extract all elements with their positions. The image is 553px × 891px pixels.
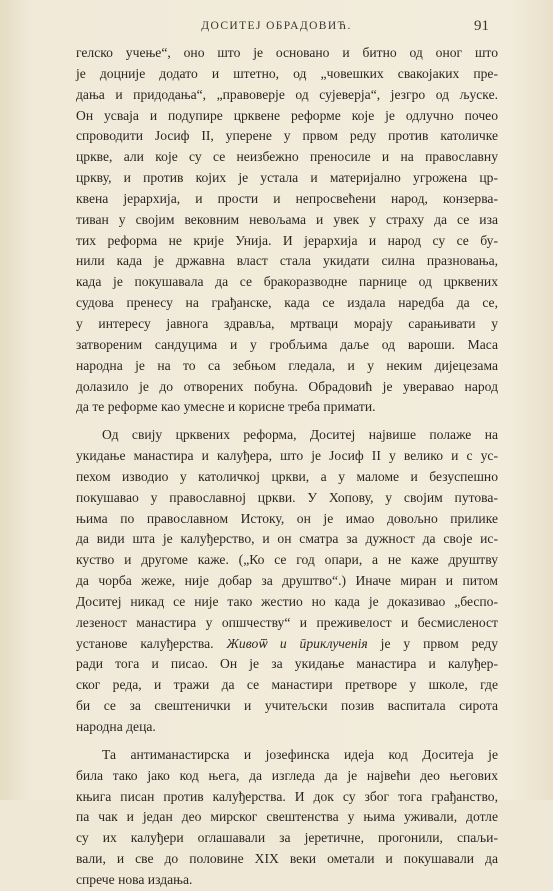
text-line: књига писан против калуђерства. И док су због тога грађанство,	[76, 788, 498, 804]
text-line: цркву, и против којих је устала и материјално угрожена цр-	[76, 170, 498, 186]
text-line: затвореним сандуцима и у гробљима даље од вароши. Маса	[76, 336, 498, 352]
text-line: долазило је до отворених побуна. Обрадовић је уверавао народ	[76, 378, 498, 394]
italic-book-title: Живоѿ и ӣриклученія	[226, 635, 368, 651]
text-line: да те реформе као умесне и корисне треба примати.	[76, 399, 376, 415]
running-head	[0, 18, 553, 38]
text-line: Од свију црквених реформа, Доситеј највише полаже на	[102, 427, 498, 443]
text-line: народна деца.	[76, 719, 156, 734]
text-line: дања и придодања“, „правоверје од сујеверја“, језгро од љуске.	[76, 86, 498, 102]
text-line: да чорба жеже, није добар за друштво“.) Иначе миран и питом	[76, 573, 498, 589]
paragraph	[76, 425, 498, 738]
text-line: ради тога и писао. Он је за укидање манастира и калуђер-	[76, 656, 498, 672]
text-line: ског реда, и тражи да се манастири претворе у школе, где	[76, 677, 498, 693]
text-line: су их калуђери оглашавали за јеретичне, прогонили, спаљи-	[76, 830, 498, 846]
text-line: Он усваја и подупире црквене реформе које је одлучно почео	[76, 107, 498, 123]
text-line: вали, и све до половине XIX веки ометали и покушавали да	[76, 851, 498, 867]
paragraph	[76, 745, 498, 891]
text-line: спроводити Јосиф II, уперене у првом реду против католичке	[76, 128, 498, 144]
running-title: ДОСИТЕЈ ОБРАДОВИЋ.	[201, 20, 352, 32]
text-line: Та антиманастирска и јозефинска идеја код Доситеја је	[102, 746, 498, 762]
paragraph-gap	[76, 418, 498, 425]
text-line: тиван у својим вековним невољама и увек у страху да се иза	[76, 211, 498, 227]
text-line: установе калуђерства. Живоѿ и ӣриклученія је у првом реду	[76, 635, 499, 651]
page-number: 91	[474, 18, 489, 34]
text-line: када је покушавала да се бракоразводне парнице од црквених	[76, 274, 498, 290]
text-line: пехом изводио у католичкој цркви, а у маломе и безуспешно	[76, 468, 498, 484]
text-line: квена јерархија, и прости и непросвећени народ, конзерва-	[76, 190, 498, 206]
text-line: народна је на то са зебњом гледала, и у неким дијецезама	[76, 357, 498, 373]
text-line: покушавао у православној цркви. У Хопову, у својим путова-	[76, 489, 498, 505]
text-line: је доцније додато и штетно, од „човешких свакојаких пре-	[76, 65, 498, 81]
text-line: укидање манастира и калуђера, што је Јосиф II у велико и с ус-	[76, 448, 498, 464]
body-text	[76, 43, 498, 891]
text-line: била тако јако код њега, да изгледа да је највећи део његових	[76, 767, 498, 783]
text-line: па чак и један део мирског свештенства у њима уживали, дотле	[76, 809, 498, 825]
text-line: Доситеј никад се није тако жестио но када је доказивао „беспо-	[76, 593, 498, 609]
text-line: тих реформа не крије Унија. И јерархија и народ су се бу-	[76, 232, 498, 248]
text-line: куство и другоме каже. („Ко се год опари, а не каже друштву	[76, 552, 498, 568]
paragraph	[76, 43, 498, 418]
text-line: нили када је државна власт стала укидати силна празновања,	[76, 253, 498, 269]
text-line: лезеност манастира у опшчеству“ и преживелост и бесмисленост	[76, 614, 498, 630]
text-line: цркве, али које су се неизбежно преносиле и на православну	[76, 149, 498, 165]
text-line: би се за свештенички и учитељски позив васпитала сирота	[76, 698, 498, 714]
text-line: њима по православном Истоку, он је имао довољно прилике	[76, 510, 498, 526]
text-line: спрече нова издања.	[76, 871, 193, 887]
text-line: гелско учење“, оно што је основано и битно од оног што	[76, 45, 498, 60]
text-line: у интересу јавнога здравља, мртваци морају сарањивати у	[76, 315, 498, 331]
text-line: судова пренесу на грађанске, када се издала наредба да се,	[76, 295, 498, 311]
text-line: да види шта је калуђерство, и он сматра за дужност да своје ис-	[76, 531, 498, 547]
paragraph-gap	[76, 738, 498, 745]
